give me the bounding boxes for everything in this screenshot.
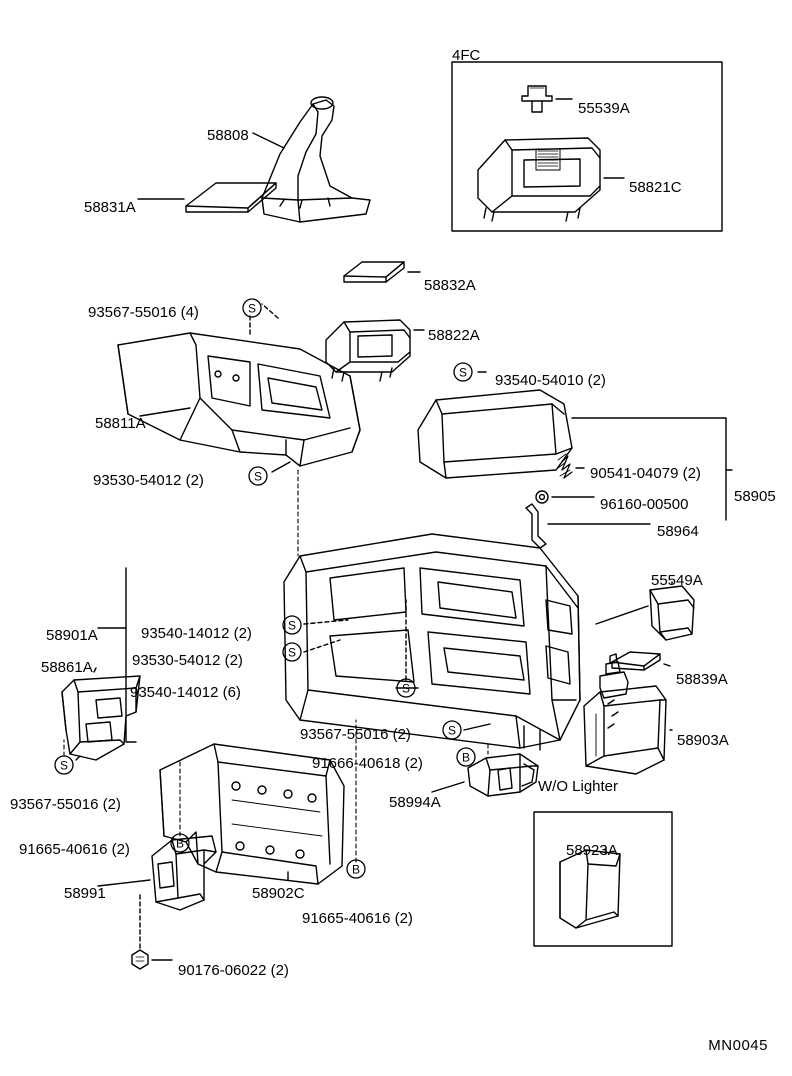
part-58964-hinge bbox=[526, 504, 546, 548]
callout-55539A: 55539A bbox=[578, 100, 630, 117]
callout-58901A: 58901A bbox=[46, 627, 98, 644]
leader-93567-55016-2b bbox=[76, 756, 80, 760]
b-marker-91666-40618-2: B bbox=[461, 750, 471, 765]
part-58994a-clip bbox=[468, 754, 538, 796]
callout-91666-40618-2: 91666-40618 (2) bbox=[312, 755, 423, 772]
callout-58991: 58991 bbox=[64, 885, 106, 902]
b-marker-91665-40616-2b: B bbox=[351, 862, 361, 877]
part-96160-00500-bush bbox=[536, 491, 548, 503]
callout-58831A: 58831A bbox=[84, 199, 136, 216]
diagram-id: MN0045 bbox=[708, 1037, 768, 1054]
callout-91665-40616-2b: 91665-40616 (2) bbox=[302, 910, 413, 927]
callout-58808: 58808 bbox=[207, 127, 249, 144]
leader-55549a bbox=[596, 606, 648, 624]
part-58861a-bracket bbox=[62, 676, 140, 760]
s-marker-93567-55016-4: S bbox=[247, 301, 257, 316]
group-wo-lighter-box bbox=[534, 812, 672, 946]
callout-55549A: 55549A bbox=[651, 572, 703, 589]
callout-91665-40616-2: 91665-40616 (2) bbox=[19, 841, 130, 858]
callout-58923A: 58923A bbox=[566, 842, 618, 859]
s-marker-93530-54012-2b: S bbox=[287, 645, 297, 660]
callout-93540-14012-6: 93540-14012 (6) bbox=[130, 684, 241, 701]
s-marker-93530-54012-2: S bbox=[253, 469, 263, 484]
group-label-4fc: 4FC bbox=[452, 47, 481, 64]
leader-93540-14012-2 bbox=[304, 620, 348, 624]
leader-58839a bbox=[664, 664, 670, 666]
callout-58905: 58905 bbox=[734, 488, 776, 505]
callout-58994A: 58994A bbox=[389, 794, 441, 811]
callout-58821C: 58821C bbox=[629, 179, 682, 196]
leader-93530-54012-2 bbox=[272, 462, 290, 472]
part-58811a-upper-panel bbox=[118, 333, 360, 466]
callout-90176-06022-2: 90176-06022 (2) bbox=[178, 962, 289, 979]
callout-93567-55016-2b: 93567-55016 (2) bbox=[10, 796, 121, 813]
callout-93530-54012-2: 93530-54012 (2) bbox=[93, 472, 204, 489]
s-marker-93540-54010-2: S bbox=[458, 365, 468, 380]
callout-58832A: 58832A bbox=[424, 277, 476, 294]
part-55539a-knob bbox=[522, 86, 552, 112]
part-58822a-ashtray bbox=[326, 320, 410, 381]
part-90176-06022-nut bbox=[132, 950, 148, 969]
s-marker-93567-55016-2b: S bbox=[59, 758, 69, 773]
part-55549a-cover bbox=[650, 586, 694, 640]
callout-58822A: 58822A bbox=[428, 327, 480, 344]
s-marker-93540-14012-6: S bbox=[401, 681, 411, 696]
callout-58964: 58964 bbox=[657, 523, 699, 540]
group-4fc-box bbox=[452, 53, 722, 231]
callout-58861A: 58861A bbox=[41, 659, 93, 676]
callout-58902C: 58902C bbox=[252, 885, 305, 902]
callout-96160-00500: 96160-00500 bbox=[600, 496, 689, 513]
leader-58994a bbox=[432, 782, 464, 792]
part-58832a-pad bbox=[344, 262, 404, 282]
group-label-wo-lighter: W/O Lighter bbox=[538, 778, 619, 795]
s-marker-93567-55016-2: S bbox=[447, 723, 457, 738]
marker-letters bbox=[60, 302, 470, 877]
part-58901a-console-body bbox=[284, 534, 580, 750]
part-58903a-rear-console bbox=[584, 654, 666, 774]
callout-93540-14012-2: 93540-14012 (2) bbox=[141, 625, 252, 642]
callout-93540-54010-2: 93540-54010 (2) bbox=[495, 372, 606, 389]
leader-58991 bbox=[98, 880, 150, 886]
leader-93567-55016-2 bbox=[464, 724, 490, 730]
leader-58861a bbox=[94, 668, 96, 672]
callout-93530-54012-2b: 93530-54012 (2) bbox=[132, 652, 243, 669]
part-58821c-tray bbox=[478, 138, 600, 221]
callout-90541-04079-2: 90541-04079 (2) bbox=[590, 465, 701, 482]
marker-group bbox=[55, 299, 475, 878]
part-58905-armrest-lid bbox=[418, 390, 572, 478]
callout-58839A: 58839A bbox=[676, 671, 728, 688]
b-marker-91665-40616-2: B bbox=[175, 836, 185, 851]
part-58808-shift-boot bbox=[262, 97, 370, 222]
leader-93530-54012-2b bbox=[304, 640, 340, 652]
leader-58808 bbox=[253, 133, 284, 148]
callout-93567-55016-2: 93567-55016 (2) bbox=[300, 726, 411, 743]
s-marker-93540-14012-2: S bbox=[287, 618, 297, 633]
callout-58811A: 58811A bbox=[95, 415, 146, 432]
callout-93567-55016-4: 93567-55016 (4) bbox=[88, 304, 199, 321]
leader-93567-55016-4 bbox=[262, 304, 278, 318]
part-58923a-panel bbox=[560, 850, 620, 928]
callout-58903A: 58903A bbox=[677, 732, 729, 749]
leader-58811a bbox=[140, 408, 190, 416]
